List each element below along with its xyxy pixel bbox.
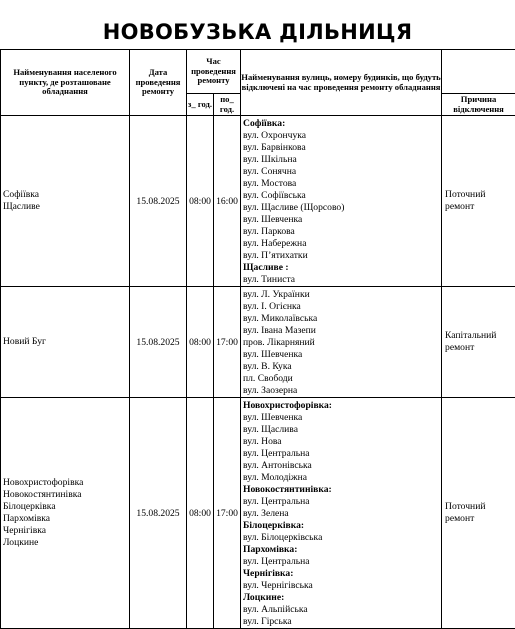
streets-cell bbox=[241, 287, 442, 398]
street-item: вул. Молодіжна bbox=[243, 472, 441, 484]
street-item: вул. Набережна bbox=[243, 238, 441, 250]
page-title: НОВОБУЗЬКА ДІЛЬНИЦЯ bbox=[0, 20, 515, 44]
street-item: вул. Барвінкова bbox=[243, 142, 441, 154]
reason-cell: Капітальний ремонт bbox=[442, 287, 515, 398]
header-streets: Найменування вулиць, номеру будинків, що будуть відключені на час проведення ремонту обладнання bbox=[241, 50, 442, 116]
street-item: вул. Шкільна bbox=[243, 154, 441, 166]
street-item: вул. Центральна bbox=[243, 556, 441, 568]
street-item: вул. Центральна bbox=[243, 496, 441, 508]
street-item: вул. Шевченка bbox=[243, 412, 441, 424]
street-item: вул. Шевченка bbox=[243, 214, 441, 226]
street-item: вул. Чернігівська bbox=[243, 580, 441, 592]
reason-cell: Поточний ремонт bbox=[442, 398, 515, 629]
street-item: вул. Л. Українки bbox=[243, 289, 441, 301]
time-from-cell: 08:00 bbox=[187, 287, 214, 398]
table-row bbox=[1, 398, 515, 629]
settlement-name: Чернігівка bbox=[3, 525, 129, 537]
street-item: вул. Шевченка bbox=[243, 349, 441, 361]
street-item: пл. Свободи bbox=[243, 373, 441, 385]
table-body bbox=[1, 116, 515, 629]
time-from-cell: 08:00 bbox=[187, 398, 214, 629]
streets-cell bbox=[241, 116, 442, 287]
settlement-name: Пархомівка bbox=[3, 513, 129, 525]
street-item: вул. Сонячна bbox=[243, 166, 441, 178]
locality-heading: Софіївка: bbox=[243, 118, 441, 130]
street-item: вул. Мостова bbox=[243, 178, 441, 190]
street-item: вул. Паркова bbox=[243, 226, 441, 238]
street-item: вул. Щасливе (Щорсово) bbox=[243, 202, 441, 214]
streets-cell bbox=[241, 398, 442, 629]
street-item: вул. Тиниста bbox=[243, 274, 441, 286]
date-cell: 15.08.2025 bbox=[130, 116, 187, 287]
street-item: вул. Заозерна bbox=[243, 385, 441, 397]
header-reason: Причина відключення bbox=[442, 94, 515, 116]
settlement-name: Софіївка bbox=[3, 189, 129, 201]
settlement-cell bbox=[1, 398, 130, 629]
street-item: пров. Лікарняний bbox=[243, 337, 441, 349]
street-item: вул. Антонівська bbox=[243, 460, 441, 472]
street-item: вул. І. Огієнка bbox=[243, 301, 441, 313]
settlement-name: Щасливе bbox=[3, 201, 129, 213]
time-from-cell: 08:00 bbox=[187, 116, 214, 287]
settlement-cell bbox=[1, 116, 130, 287]
street-item: вул. Щаслива bbox=[243, 424, 441, 436]
settlement-cell bbox=[1, 287, 130, 398]
settlement-name: Новокостянтинівка bbox=[3, 489, 129, 501]
locality-heading: Новохристофорівка: bbox=[243, 400, 441, 412]
settlement-name: Білоцерківка bbox=[3, 501, 129, 513]
reason-cell: Поточний ремонт bbox=[442, 116, 515, 287]
locality-heading: Новокостянтинівка: bbox=[243, 484, 441, 496]
time-to-cell: 17:00 bbox=[214, 287, 241, 398]
street-item: вул. Софіївська bbox=[243, 190, 441, 202]
street-item: вул. Миколаївська bbox=[243, 313, 441, 325]
header-reason-spacer bbox=[442, 50, 515, 94]
date-cell: 15.08.2025 bbox=[130, 398, 187, 629]
settlement-name: Новий Буг bbox=[3, 336, 129, 348]
date-cell: 15.08.2025 bbox=[130, 287, 187, 398]
street-item: вул. Гірська bbox=[243, 616, 441, 628]
header-settlement: Найменування населеного пункту, де розташоване обладнання bbox=[1, 50, 130, 116]
outage-schedule-table bbox=[0, 49, 515, 629]
header-date: Дата проведення ремонту bbox=[130, 50, 187, 116]
street-item: вул. Альпійська bbox=[243, 604, 441, 616]
time-to-cell: 17:00 bbox=[214, 398, 241, 629]
street-item: вул. Івана Мазепи bbox=[243, 325, 441, 337]
street-item: вул. Нова bbox=[243, 436, 441, 448]
table-row bbox=[1, 287, 515, 398]
street-item: вул. Білоцерківська bbox=[243, 532, 441, 544]
locality-heading: Чернігівка: bbox=[243, 568, 441, 580]
street-item: вул. Охрончука bbox=[243, 130, 441, 142]
street-item: вул. Зелена bbox=[243, 508, 441, 520]
header-time-from: з_ год. bbox=[187, 94, 214, 116]
street-item: вул. Пʼятихатки bbox=[243, 250, 441, 262]
header-time-to: по_ год. bbox=[214, 94, 241, 116]
locality-heading: Лоцкине: bbox=[243, 592, 441, 604]
settlement-name: Лоцкине bbox=[3, 537, 129, 549]
street-item: вул. В. Кука bbox=[243, 361, 441, 373]
street-item: вул. Центральна bbox=[243, 448, 441, 460]
locality-heading: Пархомівка: bbox=[243, 544, 441, 556]
table-row bbox=[1, 116, 515, 287]
locality-heading: Щасливе : bbox=[243, 262, 441, 274]
settlement-name: Новохристофорівка bbox=[3, 477, 129, 489]
header-time: Час проведення ремонту bbox=[187, 50, 241, 94]
time-to-cell: 16:00 bbox=[214, 116, 241, 287]
locality-heading: Білоцерківка: bbox=[243, 520, 441, 532]
